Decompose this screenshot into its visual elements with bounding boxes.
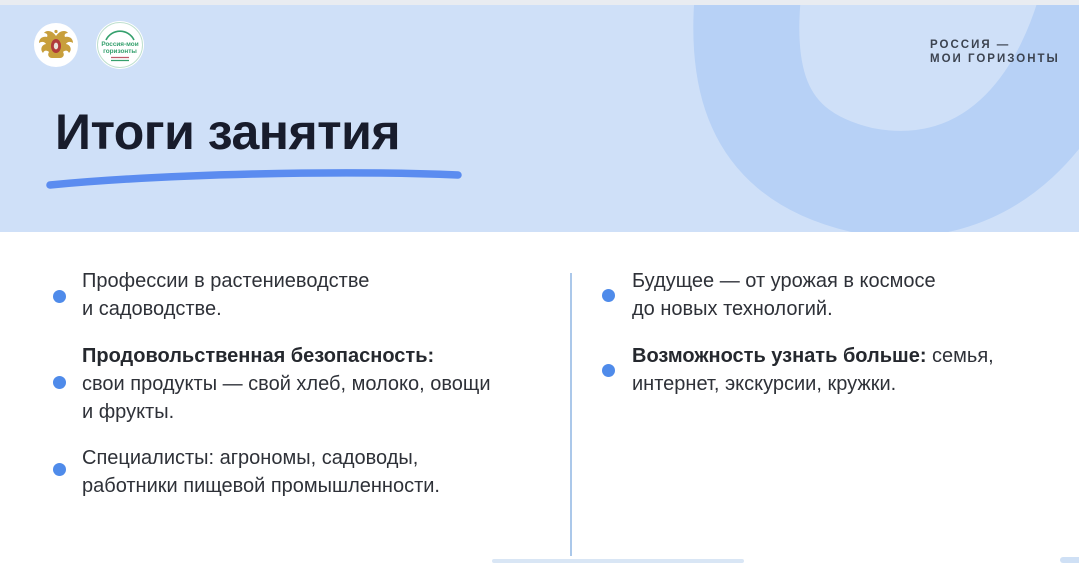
ministry-emblem-logo xyxy=(34,23,78,67)
list-item-line: до новых технологий. xyxy=(632,298,833,320)
list-item xyxy=(598,342,1068,398)
bullet-dot-icon xyxy=(602,364,615,377)
list-item xyxy=(50,267,550,323)
horizons-badge-icon xyxy=(96,21,144,69)
list-item-line: работники пищевой промышленности. xyxy=(82,475,440,497)
bottom-accent-bar xyxy=(492,559,744,563)
list-item xyxy=(598,267,1068,323)
program-brand xyxy=(930,38,1060,66)
bullet-dot-icon xyxy=(53,290,66,303)
bullet-dot-icon xyxy=(602,289,615,302)
list-item xyxy=(50,342,560,426)
header-banner xyxy=(0,0,1079,232)
double-eagle-icon xyxy=(34,23,78,67)
list-item-bold-segment: Возможность узнать больше: xyxy=(632,345,927,367)
list-item-line: и садоводстве. xyxy=(82,298,222,320)
list-item-line: Специалисты: агрономы, садоводы, xyxy=(82,447,419,469)
bullet-dot-icon xyxy=(53,376,66,389)
list-item-text xyxy=(82,342,560,426)
top-edge-strip xyxy=(0,0,1079,5)
bottom-right-accent xyxy=(1060,557,1079,563)
brand-line1: РОССИЯ — xyxy=(930,39,1011,51)
list-item-text xyxy=(632,267,1068,323)
list-item-text xyxy=(82,267,550,323)
logo-badge-line2: горизонты xyxy=(103,48,137,55)
list-item-line: Будущее — от урожая в космосе xyxy=(632,270,936,292)
list-item-line: Профессии в растениеводстве xyxy=(82,270,370,292)
brand-line2: МОИ ГОРИЗОНТЫ xyxy=(930,53,1060,65)
column-divider xyxy=(570,273,572,556)
title-underline-stroke xyxy=(45,166,465,194)
slide-title: Итоги занятия xyxy=(55,104,401,160)
rossiya-moi-gorizonty-logo xyxy=(96,21,144,69)
list-item xyxy=(50,444,550,500)
list-item-segment: семья, xyxy=(926,345,994,367)
list-item-line: и фрукты. xyxy=(82,401,175,423)
list-item-line: свои продукты — свой хлеб, молоко, овощи xyxy=(82,373,491,395)
bullet-dot-icon xyxy=(53,463,66,476)
logo-badge-line1: Россия-мои xyxy=(101,41,139,48)
list-item-text xyxy=(632,342,1068,398)
list-item-bold-line: Продовольственная безопасность: xyxy=(82,345,435,367)
list-item-text xyxy=(82,444,550,500)
list-item-line xyxy=(632,342,1068,370)
list-item-line: интернет, экскурсии, кружки. xyxy=(632,373,897,395)
